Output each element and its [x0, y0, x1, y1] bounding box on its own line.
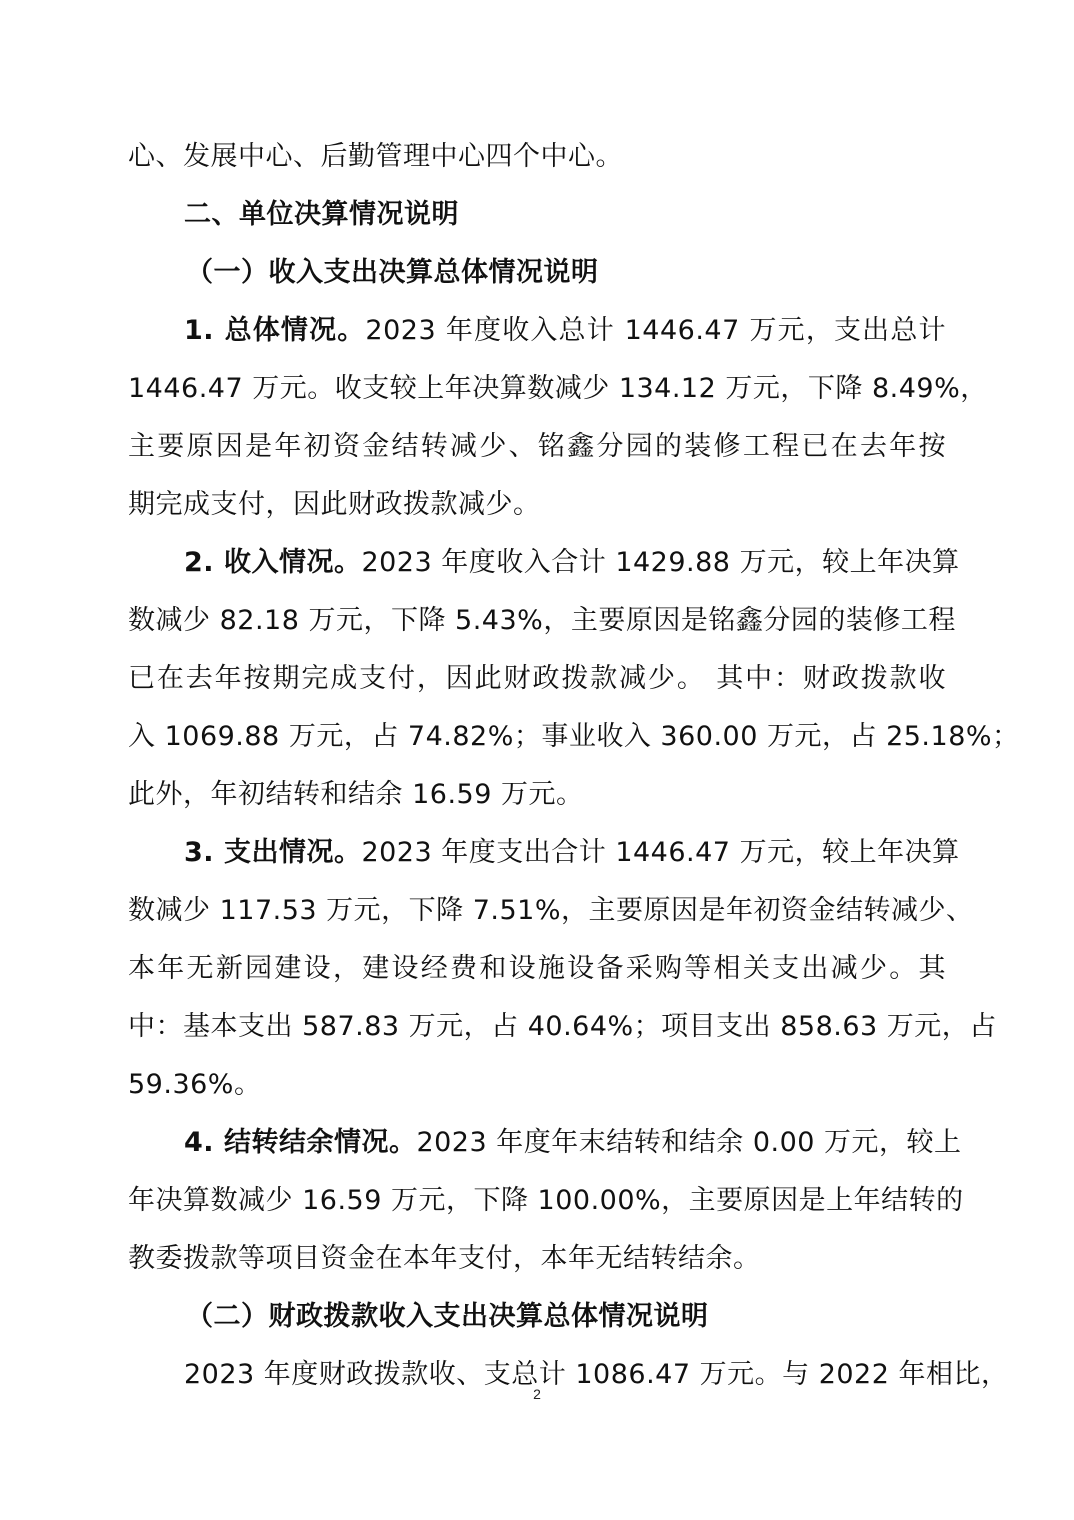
paragraph-line: 中：基本支出 587.83 万元，占 40.64%；项目支出 858.63 万元，占: [128, 1011, 997, 1042]
paragraph-line: 数减少 82.18 万元，下降 5.43%，主要原因是铭鑫分园的装修工程: [128, 605, 956, 636]
paragraph-line: 已在去年按期完成支付，因此财政拨款减少。 其中：财政拨款收: [128, 663, 946, 694]
item-label: 3. 支出情况。: [184, 837, 362, 868]
paragraph-line: 1446.47 万元。收支较上年决算数减少 134.12 万元，下降 8.49%，: [128, 373, 988, 404]
paragraph-line: [128, 824, 960, 882]
item-text: 2023 年度支出合计 1446.47 万元，较上年决算: [361, 837, 960, 868]
paragraph-line: [128, 302, 946, 360]
paragraph-line: 年决算数减少 16.59 万元，下降 100.00%，主要原因是上年结转的: [128, 1185, 964, 1216]
subsection-heading: （一）收入支出决算总体情况说明: [186, 257, 599, 288]
item-label: 2. 收入情况。: [184, 547, 362, 578]
paragraph-line: 主要原因是年初资金结转减少、铭鑫分园的装修工程已在去年按: [128, 431, 946, 462]
paragraph-line: 2023 年度财政拨款收、支总计 1086.47 万元。与 2022 年相比，: [184, 1359, 1009, 1390]
paragraph-line: 59.36%。: [128, 1069, 262, 1100]
document-body: [128, 128, 1020, 1404]
paragraph-line: [128, 1114, 962, 1172]
item-label: 1. 总体情况。: [184, 315, 366, 346]
item-text: 2023 年度收入合计 1429.88 万元，较上年决算: [361, 547, 960, 578]
paragraph-line: 数减少 117.53 万元，下降 7.51%，主要原因是年初资金结转减少、: [128, 895, 974, 926]
subsection-heading: （二）财政拨款收入支出决算总体情况说明: [186, 1301, 709, 1332]
paragraph-line: 入 1069.88 万元，占 74.82%；事业收入 360.00 万元，占 25.18%；: [128, 721, 1020, 752]
section-heading: 二、单位决算情况说明: [184, 199, 459, 230]
paragraph-line: 期完成支付，因此财政拨款减少。: [128, 489, 541, 520]
paragraph-line: [128, 534, 960, 592]
paragraph-line: 心、发展中心、后勤管理中心四个中心。: [128, 141, 623, 172]
page-number: 2: [533, 1386, 541, 1402]
paragraph-line: 教委拨款等项目资金在本年支付，本年无结转结余。: [128, 1243, 761, 1274]
item-label: 4. 结转结余情况。: [184, 1127, 417, 1158]
item-text: 2023 年度年末结转和结余 0.00 万元，较上: [416, 1127, 962, 1158]
item-text: 2023 年度收入总计 1446.47 万元，支出总计: [365, 315, 946, 346]
paragraph-line: 此外，年初结转和结余 16.59 万元。: [128, 779, 584, 810]
paragraph-line: 本年无新园建设，建设经费和设施设备采购等相关支出减少。其: [128, 953, 946, 984]
